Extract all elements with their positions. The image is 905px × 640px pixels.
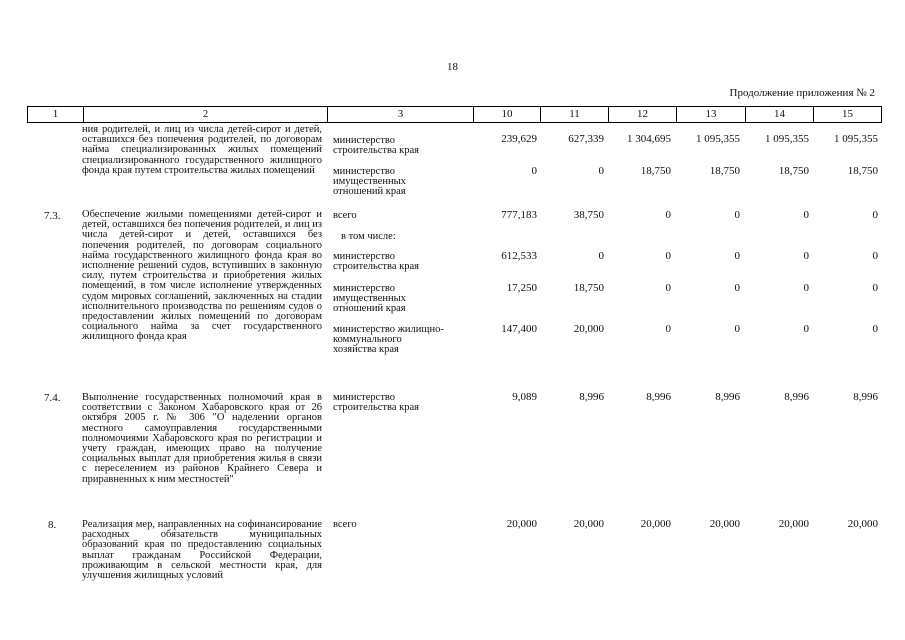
value-col-15: 18,750 xyxy=(847,165,878,177)
value-col-14: 0 xyxy=(803,250,809,262)
value-col-10: 147,400 xyxy=(501,323,537,335)
value-col-13: 8,996 xyxy=(715,391,740,403)
value-col-10: 9,089 xyxy=(512,391,537,403)
header-col-15: 15 xyxy=(813,107,882,122)
header-col-2: 2 xyxy=(83,107,327,122)
header-col-14: 14 xyxy=(745,107,813,122)
value-col-14: 18,750 xyxy=(778,165,809,177)
value-col-12: 0 xyxy=(665,323,671,335)
value-col-13: 18,750 xyxy=(709,165,740,177)
value-col-14: 0 xyxy=(803,209,809,221)
value-col-14: 0 xyxy=(803,323,809,335)
continuation-label: Продолжение приложения № 2 xyxy=(729,87,875,99)
row-source-label: всего xyxy=(333,519,357,530)
value-col-11: 8,996 xyxy=(579,391,604,403)
row-source-label: министерство строительства края xyxy=(333,135,419,157)
row-source-label: министерство жилищно-коммунального хозяйства края xyxy=(333,324,444,356)
value-col-10: 612,533 xyxy=(501,250,537,262)
page-number: 18 xyxy=(447,61,458,73)
value-col-13: 0 xyxy=(734,282,740,294)
value-col-10: 239,629 xyxy=(501,133,537,145)
header-col-1: 1 xyxy=(27,107,83,122)
value-col-15: 1 095,355 xyxy=(834,133,878,145)
value-col-15: 20,000 xyxy=(847,518,878,530)
value-col-14: 0 xyxy=(803,282,809,294)
value-col-13: 20,000 xyxy=(709,518,740,530)
value-col-12: 1 304,695 xyxy=(627,133,671,145)
value-col-12: 8,996 xyxy=(646,391,671,403)
value-col-10: 777,183 xyxy=(501,209,537,221)
row-source-label: министерство имущественных отношений края xyxy=(333,283,406,315)
value-col-14: 20,000 xyxy=(778,518,809,530)
value-col-11: 18,750 xyxy=(573,282,604,294)
value-col-12: 0 xyxy=(665,209,671,221)
value-col-13: 0 xyxy=(734,209,740,221)
table-header xyxy=(27,106,882,123)
value-col-11: 0 xyxy=(598,250,604,262)
value-col-14: 8,996 xyxy=(784,391,809,403)
value-col-15: 0 xyxy=(872,282,878,294)
row-index: 8. xyxy=(48,519,57,531)
value-col-12: 20,000 xyxy=(640,518,671,530)
value-col-15: 8,996 xyxy=(853,391,878,403)
row-source-label: министерство имущественных отношений края xyxy=(333,166,406,198)
value-col-13: 1 095,355 xyxy=(696,133,740,145)
value-col-12: 0 xyxy=(665,250,671,262)
header-col-13: 13 xyxy=(676,107,745,122)
header-col-10: 10 xyxy=(473,107,540,122)
header-col-3: 3 xyxy=(327,107,473,122)
row-source-label: министерство строительства края xyxy=(333,251,419,273)
value-col-11: 627,339 xyxy=(568,133,604,145)
value-col-15: 0 xyxy=(872,250,878,262)
value-col-14: 1 095,355 xyxy=(765,133,809,145)
row-source-label: всего xyxy=(333,210,357,221)
row-description: Выполнение государственных полномочий края в соответствии с Законом Хабаровского края от 26 октября 2005 г. № 306 "О наделении органов местного самоуправления государственными полномочиями Хабаровского края по регистрации и учету граждан, имеющих право на получение социальных выплат для приобретения жилья в связи с переселением из районов Крайнего Севера и приравненных к ним местностей" xyxy=(82,392,322,485)
value-col-15: 0 xyxy=(872,209,878,221)
header-col-11: 11 xyxy=(540,107,608,122)
value-col-10: 17,250 xyxy=(506,282,537,294)
value-col-12: 18,750 xyxy=(640,165,671,177)
row-source-label: в том числе: xyxy=(341,231,396,242)
row-source-label: министерство строительства края xyxy=(333,392,419,414)
row-description: Обеспечение жилыми помещениями детей-сирот и детей, оставшихся без попечения родителей, и лиц из числа детей-сирот и детей, оставшихся без попечения родителей, по договорам социального найма государственного жилищного фонда края во исполнение решений судов, вступивших в законную силу, путем строительства и приобретения жилых помещений, в том числе исполнение утвержденных судом мировых соглашений, заключенных на стадии исполнительного производства по решениям судов о предоставлении жилых помещений по договорам социального найма за счет государственного жилищного фонда края xyxy=(82,209,322,343)
value-col-11: 20,000 xyxy=(573,518,604,530)
value-col-15: 0 xyxy=(872,323,878,335)
row-description: ния родителей, и лиц из числа детей-сирот и детей, оставшихся без попечения родителей, по договорам найма специализированных жилых помещений специализированного государственного жилищного фонда края путем строительства жилых помещений xyxy=(82,124,322,176)
header-col-12: 12 xyxy=(608,107,676,122)
value-col-13: 0 xyxy=(734,250,740,262)
value-col-11: 38,750 xyxy=(573,209,604,221)
value-col-11: 0 xyxy=(598,165,604,177)
value-col-10: 20,000 xyxy=(506,518,537,530)
value-col-11: 20,000 xyxy=(573,323,604,335)
value-col-12: 0 xyxy=(665,282,671,294)
value-col-13: 0 xyxy=(734,323,740,335)
row-index: 7.4. xyxy=(44,392,61,404)
value-col-10: 0 xyxy=(531,165,537,177)
row-index: 7.3. xyxy=(44,210,61,222)
row-description: Реализация мер, направленных на софинансирование расходных обязательств муниципальных образований края по предоставлению социальных выплат гражданам Российской Федерации, проживающим в сельской местности края, для улучшения жилищных условий xyxy=(82,519,322,582)
